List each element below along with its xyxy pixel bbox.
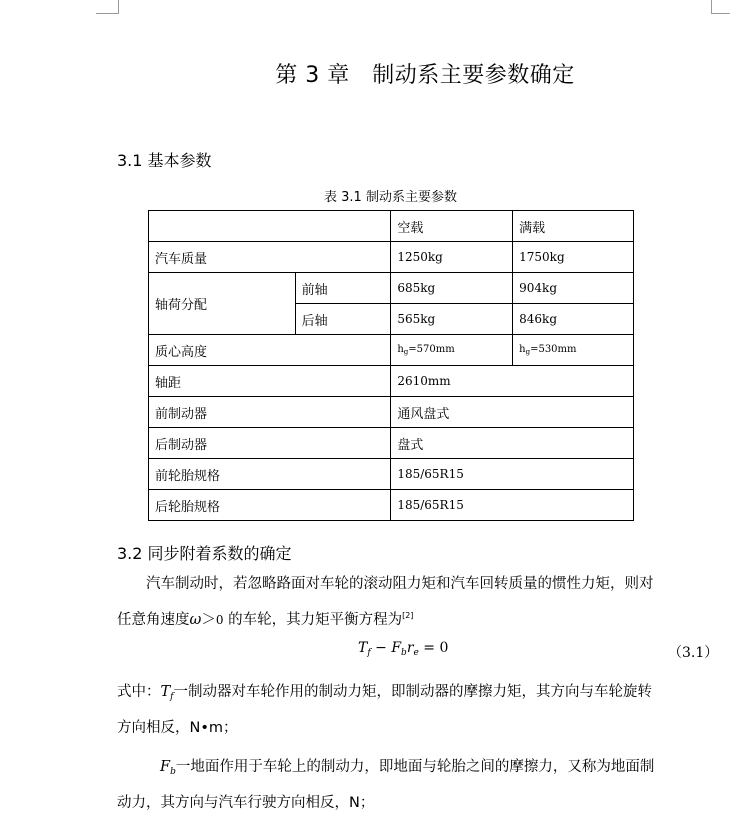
row-label: 质心高度 — [149, 335, 391, 366]
parameters-table — [148, 210, 634, 521]
table-row — [149, 366, 634, 397]
section-heading-3-2: 3.2 同步附着系数的确定 — [117, 544, 292, 563]
cell-value: 565kg — [391, 304, 513, 335]
table-row — [149, 428, 634, 459]
h-symbol: h — [519, 344, 526, 355]
row-label: 前制动器 — [149, 397, 391, 428]
table-row — [149, 397, 634, 428]
crop-mark-left-horizontal — [96, 13, 118, 14]
chapter-title: 第 3 章 制动系主要参数确定 — [275, 63, 575, 88]
table-header-cell: 空载 — [391, 211, 513, 242]
cell-value: 盘式 — [391, 428, 634, 459]
sub-row-label: 前轴 — [295, 273, 391, 304]
paragraph-line: 汽车制动时，若忽略路面对车轮的滚动阻力矩和汽车回转质量的惯性力矩，则对 — [146, 576, 654, 592]
crop-mark-left-vertical — [118, 0, 119, 14]
cell-value: 185/65R15 — [391, 459, 634, 490]
zero-value: 0 — [215, 613, 224, 627]
table-header-cell: 满载 — [513, 211, 634, 242]
row-label: 汽车质量 — [149, 242, 391, 273]
paragraph-line: 任意角速度ω＞0 的车轮，其力矩平衡方程为[2] — [117, 611, 414, 628]
fb-symbol: F — [160, 759, 171, 775]
table-row — [149, 335, 634, 366]
equation-3-1: $T_f - F_br_e = 0$ — [358, 640, 449, 658]
table-row — [149, 459, 634, 490]
greater-than-symbol: ＞ — [201, 612, 216, 628]
h-symbol: h — [397, 344, 404, 355]
tf-symbol: T — [160, 684, 171, 700]
cell-value: 846kg — [513, 304, 634, 335]
cell-value: 1250kg — [391, 242, 513, 273]
row-label: 轴距 — [149, 366, 391, 397]
section-heading-3-1: 3.1 基本参数 — [117, 151, 212, 170]
crop-mark-right-horizontal — [711, 13, 730, 14]
omega-symbol: ω — [189, 612, 202, 628]
cell-value — [391, 335, 513, 366]
row-label: 后轮胎规格 — [149, 490, 391, 521]
equation-number: （3.1） — [668, 645, 719, 661]
table-row — [149, 490, 634, 521]
cell-value: 185/65R15 — [391, 490, 634, 521]
table-row — [149, 242, 634, 273]
paragraph-definition-fb: $F_b$一地面作用于车轮上的制动力，即地面与轮胎之间的摩擦力，又称为地面制 动力，其方向与汽车行驶方向相反，N； — [117, 759, 655, 811]
row-label: 轴荷分配 — [149, 273, 296, 335]
row-label: 前轮胎规格 — [149, 459, 391, 490]
value: =570mm — [408, 344, 455, 355]
cell-value — [513, 335, 634, 366]
value: =530mm — [530, 344, 577, 355]
cell-value: 通风盘式 — [391, 397, 634, 428]
cell-value: 685kg — [391, 273, 513, 304]
table-header-cell — [149, 211, 391, 242]
table-header-row — [149, 211, 634, 242]
g-subscript: g — [525, 348, 531, 356]
cell-value: 2610mm — [391, 366, 634, 397]
reference-marker: [2] — [402, 611, 414, 620]
table-caption: 表 3.1 制动系主要参数 — [324, 190, 457, 205]
row-label: 后制动器 — [149, 428, 391, 459]
crop-mark-right-vertical — [711, 0, 712, 14]
cell-value: 904kg — [513, 273, 634, 304]
cell-value: 1750kg — [513, 242, 634, 273]
paragraph-definition-tf: 式中：$T_f$一制动器对车轮作用的制动力矩，即制动器的摩擦力矩，其方向与车轮旋转 方向相反，N•m； — [117, 684, 653, 736]
paragraph-moment-balance — [117, 569, 712, 636]
g-subscript: g — [403, 348, 409, 356]
sub-row-label: 后轴 — [295, 304, 391, 335]
table-row — [149, 273, 634, 304]
